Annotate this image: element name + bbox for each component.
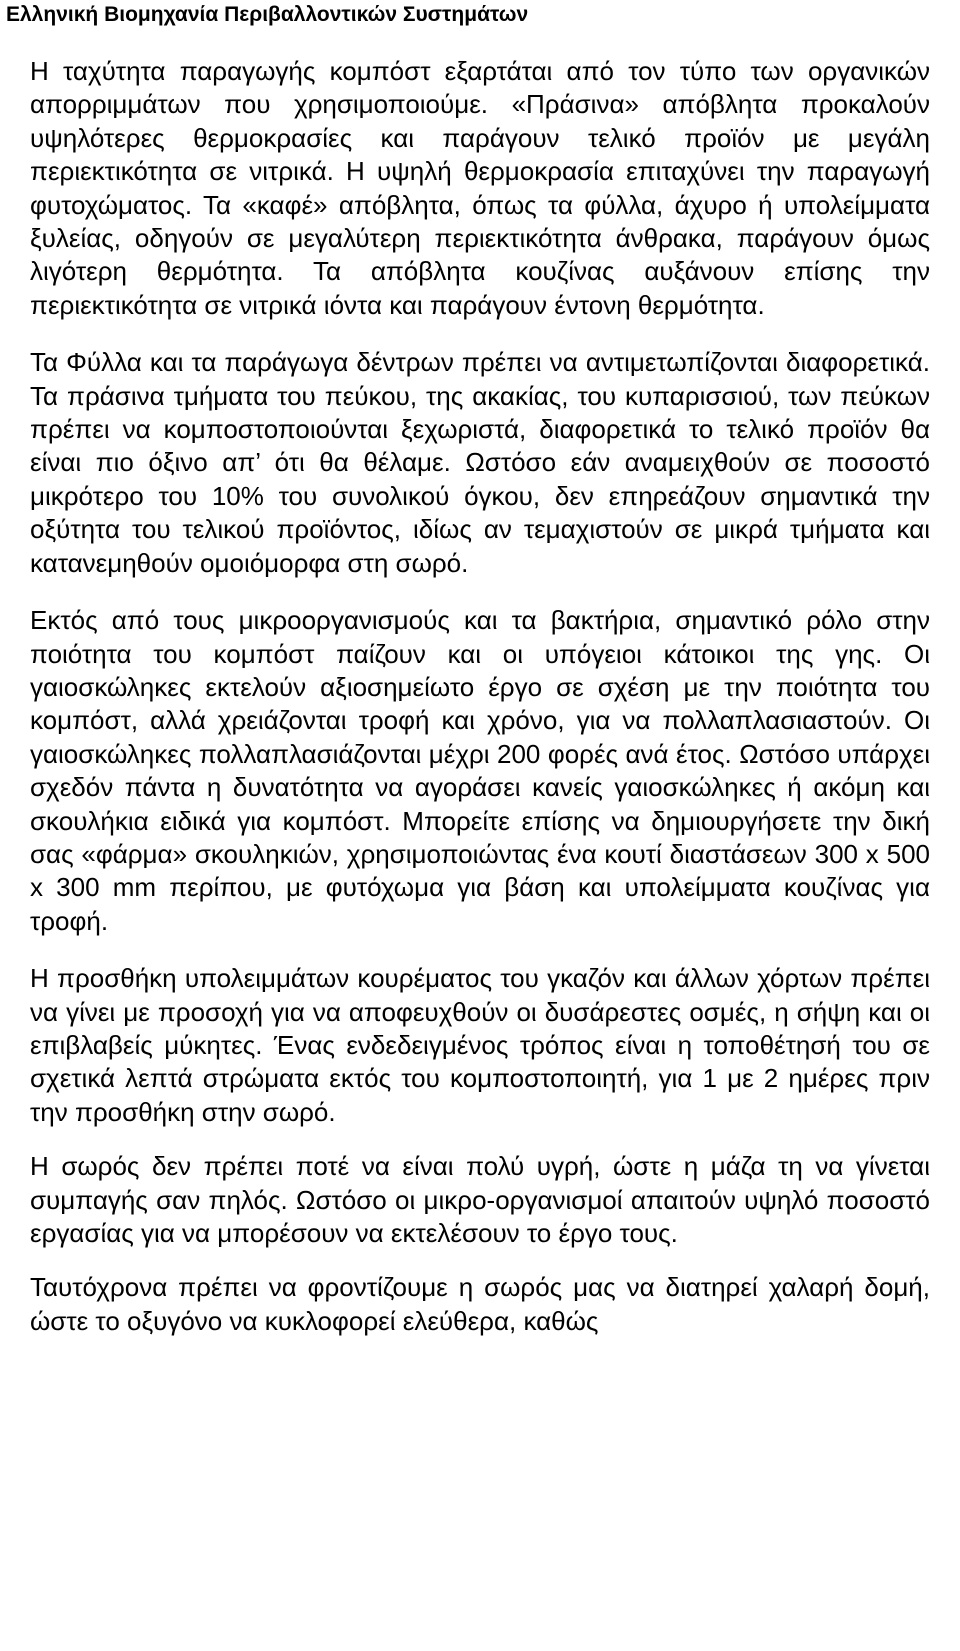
- paragraph-pile-moisture: Η σωρός δεν πρέπει ποτέ να είναι πολύ υγρή, ώστε η μάζα τη να γίνεται συμπαγής σαν πηλός. Ωστόσο οι μικρο-οργανισμοί απαιτούν υψηλό ποσοστό εργασίας για να μπορέσουν να εκτελέσουν το έργο τους.: [30, 1151, 930, 1248]
- paragraph-compost-waste-types: Η ταχύτητα παραγωγής κομπόστ εξαρτάται από τον τύπο των οργανικών απορριμμάτων που χρησιμοποιούμε. «Πράσινα» απόβλητα προκαλούν υψηλότερες θερμοκρασίες και παράγουν τελικό προϊόν με μεγάλη περιεκτικότητα σε νιτρικά. Η υψηλή θερμοκρασία επιταχύνει την παραγωγή φυτοχώματος. Τα «καφέ» απόβλητα, όπως τα φύλλα, άχυρο ή υπολείμματα ξυλείας, οδηγούν σε μεγαλύτερη περιεκτικότητα άνθρακα, παράγουν όμως λιγότερη θερμότητα. Τα απόβλητα κουζίνας αυξάνουν επίσης την περιεκτικότητα σε νιτρικά ιόντα και παράγουν έντονη θερμότητα.: [30, 56, 930, 320]
- paragraph-pile-structure: Ταυτόχρονα πρέπει να φροντίζουμε η σωρός μας να διατηρεί χαλαρή δομή, ώστε το οξυγόνο να κυκλοφορεί ελεύθερα, καθώς: [30, 1272, 930, 1336]
- document-body: [30, 55, 930, 1362]
- document-header-title: Ελληνική Βιομηχανία Περιβαλλοντικών Συστημάτων: [6, 3, 529, 26]
- paragraph-grass-clippings: Η προσθήκη υπολειμμάτων κουρέματος του γκαζόν και άλλων χόρτων πρέπει να γίνει με προσοχή για να αποφευχθούν οι δυσάρεστες οσμές, η σήψη και οι επιβλαβείς μύκητες. Ένας ενδεδειγμένος τρόπος είναι η τοποθέτησή του σε σχετικά λεπτά στρώματα εκτός του κομποστοποιητή, για 1 με 2 ημέρες πριν την προσθήκη στην σωρό.: [30, 963, 930, 1127]
- paragraph-earthworms: Εκτός από τους μικροοργανισμούς και τα βακτήρια, σημαντικό ρόλο στην ποιότητα του κομπόστ παίζουν και οι υπόγειοι κάτοικοι της γης. Οι γαιοσκώληκες εκτελούν αξιοσημείωτο έργο σε σχέση με την ποιότητα του κομπόστ, αλλά χρειάζονται τροφή και χρόνο, για να πολλαπλασιαστούν. Οι γαιοσκώληκες πολλαπλασιάζονται μέχρι 200 φορές ανά έτος. Ωστόσο υπάρχει σχεδόν πάντα η δυνατότητα να αγοράσει κανείς γαιοσκώληκες ή ακόμη και σκουλήκια ειδικά για κομπόστ. Μπορείτε επίσης να δημιουργήσετε την δική σας «φάρμα» σκουληκιών, χρησιμοποιώντας ένα κουτί διαστάσεων 300 x 500 x 300 mm περίπου, με φυτόχωμα για βάση και υπολείμματα κουζίνας για τροφή.: [30, 605, 930, 936]
- paragraph-leaves-and-trees: Τα Φύλλα και τα παράγωγα δέντρων πρέπει να αντιμετωπίζονται διαφορετικά. Τα πράσινα τμήματα του πεύκου, της ακακίας, του κυπαρισσιού, των πεύκων πρέπει να κομποστοποιούνται ξεχωριστά, διαφορετικά το τελικό προϊόν θα είναι πιο όξινο απ’ ότι θα θέλαμε. Ωστόσο εάν αναμειχθούν σε ποσοστό μικρότερο του 10% του συνολικού όγκου, δεν επηρεάζουν σημαντικά την οξύτητα του τελικού προϊόντος, ιδίως αν τεμαχιστούν σε μικρά τμήματα και κατανεμηθούν ομοιόμορφα στη σωρό.: [30, 347, 930, 578]
